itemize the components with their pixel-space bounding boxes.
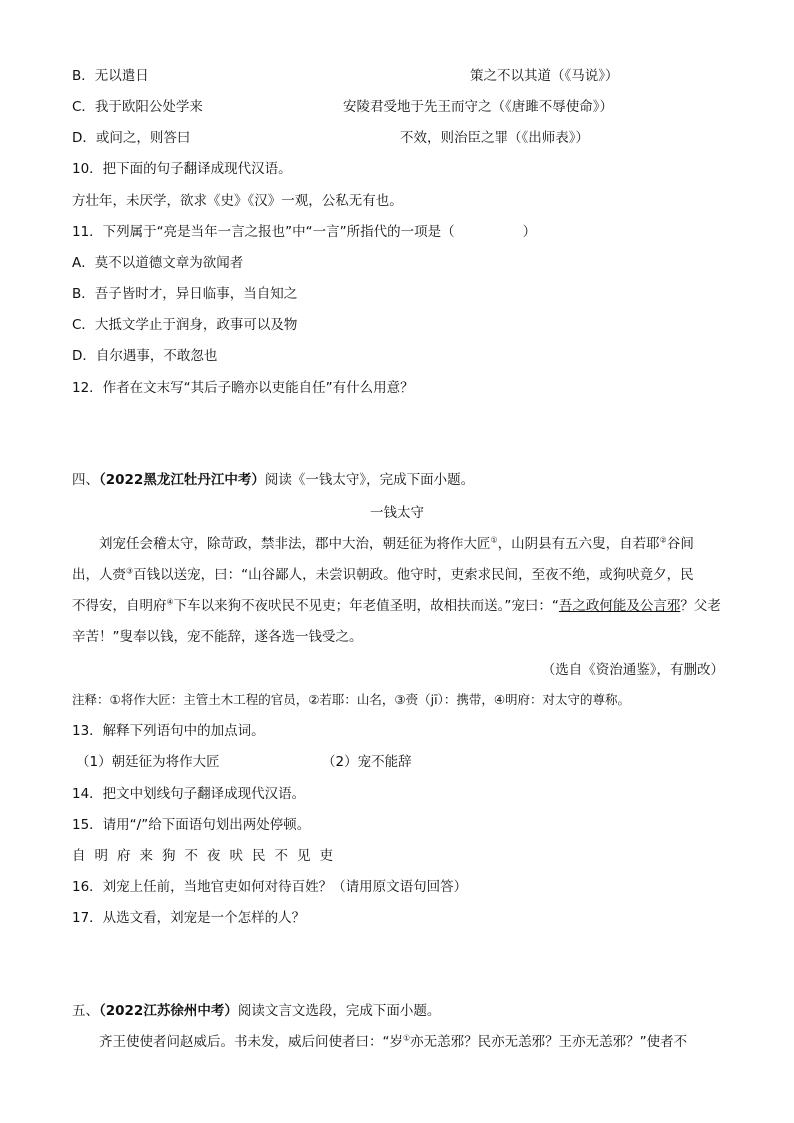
passage-text: 不得安，自明府 bbox=[72, 598, 167, 614]
question-16: 16．刘宠上任前，当地官吏如何对待百姓？（请用原文语句回答） bbox=[72, 879, 468, 895]
footnote-marker: ④ bbox=[166, 597, 174, 607]
section-5-instruction: 阅读文言文选段，完成下面小题。 bbox=[237, 1003, 441, 1019]
question-11-option-d: D．自尔遇事，不敢忽也 bbox=[72, 348, 218, 364]
section-4-instruction: 阅读《一钱太守》，完成下面小题。 bbox=[264, 472, 475, 488]
question-13-item-2: （2）宠不能辞 bbox=[322, 754, 412, 770]
question-11 bbox=[72, 222, 536, 242]
passage-text: 亦无恙邪？民亦无恙邪？王亦无恙邪？”使者不 bbox=[410, 1034, 688, 1050]
option-b-left: B．无以遣日 bbox=[72, 68, 149, 84]
question-13-item-1: （1）朝廷征为将作大匠 bbox=[76, 754, 220, 770]
passage-line-3 bbox=[72, 596, 721, 616]
question-13: 13．解释下列语句中的加点词。 bbox=[72, 723, 265, 739]
passage-line-4: 辛苦！”叟奉以钱，宠不能辞，遂各选一钱受之。 bbox=[72, 629, 363, 645]
passage-text: 百钱以送宠，曰：“山谷鄙人，未尝识朝政。他守时，吏索求民间，至夜不绝，或狗吠竟夕，民 bbox=[133, 567, 694, 583]
passage-text: 刘宠任会稽太守，除苛政，禁非法，郡中大治，朝廷征为将作大匠 bbox=[99, 536, 491, 552]
question-10-text: 方壮年，未厌学，欲求《史》《汉》一观，公私无有也。 bbox=[72, 193, 403, 209]
question-12: 12．作者在文末写“其后子瞻亦以吏能自任”有什么用意？ bbox=[72, 380, 414, 396]
question-15-text: 自明府来狗不夜吠民不见吏 bbox=[72, 848, 342, 864]
section-4-prefix: 四、 bbox=[72, 472, 99, 488]
passage-text: ？父老 bbox=[680, 598, 721, 614]
option-c-right: 安陵君受地于先王而守之（《唐雎不辱使命》） bbox=[343, 99, 613, 115]
passage-text: 谷间 bbox=[666, 536, 694, 552]
footnote-marker: ② bbox=[659, 535, 667, 545]
section-5-source: （2022江苏徐州中考） bbox=[99, 1003, 238, 1019]
passage-title: 一钱太守 bbox=[370, 505, 424, 521]
question-11-option-c: C．大抵文学止于润身，政事可以及物 bbox=[72, 317, 298, 333]
question-17: 17．从选文看，刘宠是一个怎样的人？ bbox=[72, 910, 306, 926]
section-4-heading bbox=[72, 470, 474, 490]
footnote-marker: ① bbox=[490, 535, 498, 545]
question-10: 10．把下面的句子翻译成现代汉语。 bbox=[72, 161, 292, 177]
underlined-sentence: 吾之政何能及公言邪 bbox=[558, 598, 681, 614]
question-11-close: ） bbox=[522, 224, 537, 240]
passage-line-1 bbox=[99, 534, 694, 554]
passage-5-line-1 bbox=[99, 1032, 687, 1052]
question-11-option-a: A．莫不以道德文章为欲闻者 bbox=[72, 255, 244, 271]
section-4-source: （2022黑龙江牡丹江中考） bbox=[99, 472, 265, 488]
section-5-prefix: 五、 bbox=[72, 1003, 99, 1019]
question-15: 15．请用“/”给下面语句划出两处停顿。 bbox=[72, 817, 311, 833]
question-11-stem: 11．下列属于“亮是当年一言之报也”中“一言”所指代的一项是（ bbox=[72, 224, 455, 240]
passage-text: 下车以来狗不夜吠民不见吏；年老值圣明，故相扶而送。”宠曰：“ bbox=[173, 598, 559, 614]
footnote-marker: ① bbox=[403, 1033, 411, 1043]
option-b-right: 策之不以其道（《马说》） bbox=[470, 68, 619, 84]
passage-line-2 bbox=[72, 565, 694, 585]
passage-source: （选自《资治通鉴》，有删改） bbox=[541, 662, 724, 678]
annotation-notes: 注释：①将作大匠：主管土木工程的官员，②若耶：山名，③赍（jī）：携带，④明府：对太守的尊称。 bbox=[72, 692, 631, 707]
passage-text: 出，人赍 bbox=[72, 567, 126, 583]
passage-text: 齐王使使者问赵威后。书未发，威后问使者曰：“岁 bbox=[99, 1034, 403, 1050]
passage-text: ，山阴县有五六叟，自若耶 bbox=[497, 536, 660, 552]
question-14: 14．把文中划线句子翻译成现代汉语。 bbox=[72, 786, 306, 802]
section-5-heading bbox=[72, 1001, 440, 1021]
footnote-marker: ③ bbox=[126, 566, 134, 576]
option-d-left: D．或问之，则答曰 bbox=[72, 130, 191, 146]
option-d-right: 不效，则治臣之罪（《出师表》） bbox=[400, 130, 589, 146]
question-11-option-b: B．吾子皆时才，异日临事，当自知之 bbox=[72, 286, 298, 302]
option-c-left: C．我于欧阳公处学来 bbox=[72, 99, 203, 115]
